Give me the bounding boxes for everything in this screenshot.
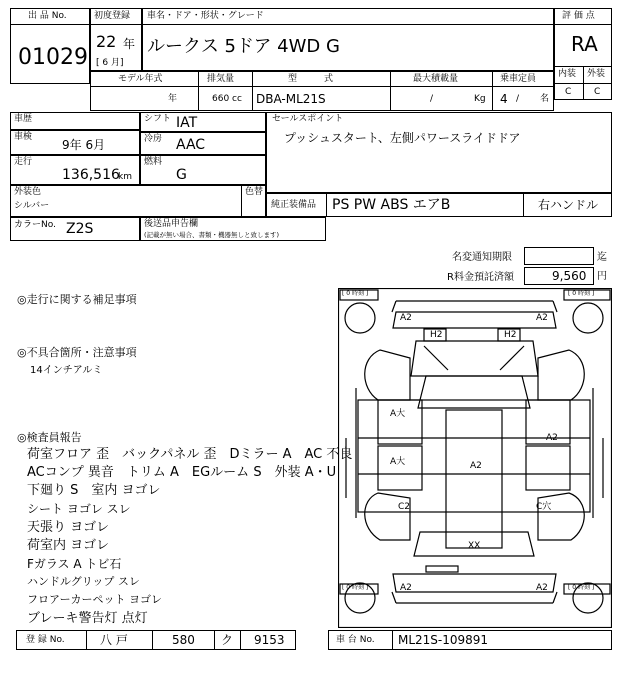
first-reg-month: [ 6 月] — [96, 58, 124, 68]
roof-mark: A2 — [470, 461, 482, 471]
capacity-unit: 名 — [540, 94, 550, 104]
inspector-line: シート ヨゴレ スレ — [27, 502, 131, 516]
rating-value: RA — [571, 32, 598, 56]
lot-label: 出 品 No. — [28, 11, 67, 21]
wheel-tag: [ 0 時刻 ] — [568, 290, 595, 297]
inspector-report-label: ◎検査員報告 — [17, 431, 82, 444]
recycle-unit: 円 — [597, 271, 607, 282]
wheel-tag: [ 0 時刻 ] — [568, 584, 595, 591]
capacity-label: 乗車定員 — [500, 74, 537, 84]
exterior-label: 外装 — [587, 69, 606, 79]
capacity-value: 4 — [500, 92, 508, 106]
color-change-label: 色替 — [245, 187, 264, 197]
inspection-label: 車検 — [14, 132, 33, 142]
car-damage-diagram — [338, 288, 612, 628]
capacity-sep: / — [516, 94, 520, 104]
handle-value: 右ハンドル — [538, 198, 599, 212]
model-year-label: モデル年式 — [118, 74, 163, 84]
headlamp-left-mark: H2 — [430, 330, 443, 340]
ac-value: AAC — [176, 137, 206, 153]
defect-line: 14インチアルミ — [30, 365, 103, 376]
shift-label: シフト — [144, 114, 172, 124]
color-no-value: Z2S — [66, 221, 94, 237]
inspector-line: ハンドルグリップ スレ — [27, 575, 140, 588]
aftermarket-label: 後送品申告欄 — [144, 219, 199, 229]
front-bumper-mark: A2 — [400, 313, 412, 323]
lot-number: 01029 — [18, 45, 88, 70]
first-reg-year-unit: 年 — [123, 37, 136, 51]
mileage-value: 136,516 — [62, 167, 120, 183]
plate-region: 八 戸 — [100, 633, 128, 647]
recycle-label: R料金預託済額 — [447, 272, 514, 283]
sales-point-box — [266, 112, 612, 193]
driving-remarks-label: ◎走行に関する補足事項 — [17, 293, 137, 306]
car-label: 車名・ドア・形状・グレード — [147, 11, 264, 21]
displacement-label: 排気量 — [207, 74, 235, 84]
chassis-label: 車 台 No. — [336, 635, 375, 645]
sales-point-label: セールスポイント — [272, 114, 344, 124]
plate-label: 登 録 No. — [26, 635, 65, 645]
rear-bumper-mark-2: A2 — [536, 583, 548, 593]
interior-grade: C — [565, 87, 572, 97]
name-change-label: 名変通知期限 — [452, 252, 512, 263]
defect-remarks-label: ◎不具合箇所・注意事項 — [17, 346, 137, 359]
max-load-unit: Kg — [474, 94, 486, 104]
sales-point-value: プッシュスタート、左側パワースライドドア — [284, 131, 521, 145]
door-right-mark: A2 — [546, 433, 558, 443]
plate-class: 580 — [172, 633, 195, 647]
rear-bumper-mark: A2 — [400, 583, 412, 593]
front-bumper-mark-2: A2 — [536, 313, 548, 323]
max-load-label: 最大積載量 — [413, 74, 459, 84]
first-reg-label: 初度登録 — [94, 11, 131, 21]
inspector-line: Fガラス A トビ石 — [27, 557, 122, 571]
fuel-value: G — [176, 167, 187, 183]
fuel-label: 燃料 — [144, 157, 163, 167]
type-code: DBA-ML21S — [256, 92, 326, 106]
car-name: ルークス 5ドア 4WD G — [147, 36, 340, 57]
type-label: 型 式 — [288, 74, 334, 84]
max-load-value: / — [430, 94, 434, 104]
history-label: 車歴 — [14, 114, 33, 124]
inspector-line: 天張り ヨゴレ — [27, 520, 110, 535]
rating-label: 評 価 点 — [562, 11, 595, 21]
inspector-line: 荷室内 ヨゴレ — [27, 538, 110, 553]
oem-value: PS PW ABS エアB — [332, 197, 451, 213]
color-no-label: カラーNo. — [14, 220, 56, 230]
trunk-mark: XX — [468, 541, 481, 551]
aftermarket-note: (記載が無い場合、書類・機器無しと致します) — [144, 231, 280, 239]
name-change-unit: 迄 — [597, 252, 607, 263]
first-reg-year: 22 — [96, 32, 117, 51]
interior-label: 内装 — [558, 69, 577, 79]
inspection-value: 9年 6月 — [62, 138, 106, 152]
recycle-value: 9,560 — [552, 269, 587, 283]
ext-color-value: シルバー — [14, 201, 50, 211]
plate-number: 9153 — [254, 633, 285, 647]
ext-color-label: 外装色 — [14, 187, 42, 197]
ac-label: 冷房 — [144, 134, 163, 144]
mileage-unit: km — [118, 172, 132, 182]
wheel-tag: [ 0 時刻 ] — [342, 290, 369, 297]
door-front-left-mark: A大 — [390, 409, 406, 419]
inspector-line: ブレーキ警告灯 点灯 — [27, 611, 148, 626]
wheel-tag: [ 0 時刻 ] — [342, 584, 369, 591]
inspector-line: 下廻り S 室内 ヨゴレ — [27, 483, 161, 498]
quarter-right-mark: C穴 — [536, 502, 552, 512]
oem-label: 純正装備品 — [271, 200, 317, 210]
shift-value: IAT — [176, 115, 198, 131]
inspector-line: 荷室フロア 歪 バックパネル 歪 Dミラー A AC 不良 — [27, 447, 353, 462]
door-rear-left-mark: A大 — [390, 457, 406, 467]
inspector-line: フロアーカーペット ヨゴレ — [27, 593, 162, 606]
inspector-line: ACコンプ 異音 トリム A EGルーム S 外装 A・U — [27, 465, 337, 480]
mileage-label: 走行 — [14, 157, 33, 167]
model-year-unit: 年 — [168, 94, 178, 104]
exterior-grade: C — [594, 87, 601, 97]
quarter-left-mark: C2 — [398, 502, 411, 512]
displacement-value: 660 cc — [212, 94, 242, 104]
headlamp-right-mark: H2 — [504, 330, 517, 340]
chassis-number: ML21S-109891 — [398, 633, 489, 647]
name-change-value-box — [524, 247, 594, 265]
plate-kana: ク — [221, 633, 234, 647]
